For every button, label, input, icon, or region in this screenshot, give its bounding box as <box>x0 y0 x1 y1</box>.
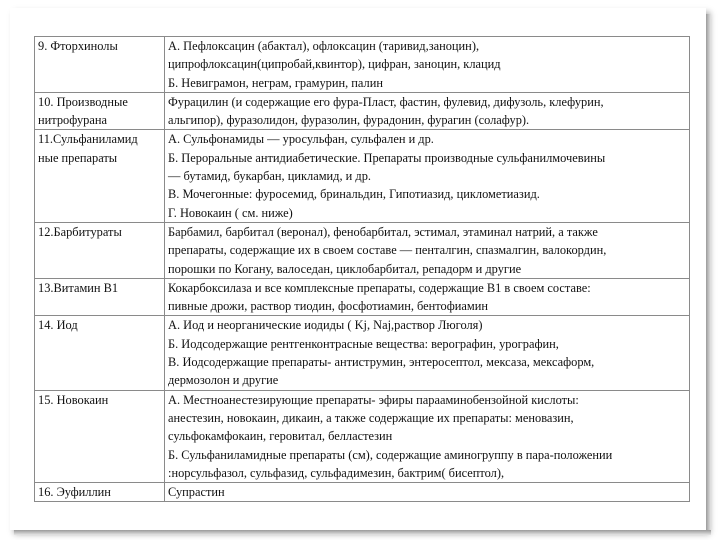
drug-group-name: ные препараты <box>38 150 118 165</box>
table-row <box>35 222 690 278</box>
drug-list-line: А. Сульфонамиды — уросульфан, сульфален и др. <box>168 132 434 147</box>
drug-groups-table-body <box>35 37 690 502</box>
drug-list-line: Г. Новокаин ( см. ниже) <box>168 205 293 220</box>
drug-group-name: 10. Производные <box>38 94 128 109</box>
drug-group-cell <box>35 390 165 482</box>
drug-group-cell <box>35 483 165 502</box>
drug-list-line: Б. Невиграмон, неграм, грамурин, палин <box>168 75 383 90</box>
drug-group-cell <box>35 130 165 222</box>
drug-list-line: альгипор), фуразолидон, фуразолин, фурадонин, фурагин (солафур). <box>168 113 530 128</box>
drug-list-line: порошки по Когану, валоседан, циклобарбитал, репадорм и другие <box>168 261 522 276</box>
drug-list-line: Фурацилин (и содержащие его фура-Пласт, фастин, фулевид, дифузоль, клефурин, <box>168 94 604 109</box>
drug-list-cell <box>165 390 690 482</box>
table-row <box>35 316 690 390</box>
frame-shadow-right <box>706 14 711 532</box>
drug-group-cell <box>35 278 165 316</box>
drug-list-line: анестезин, новокаин, дикаин, а также содержащие их препараты: меновазин, <box>168 410 574 425</box>
drug-list-line: Б. Пероральные антидиабетические. Препараты производные сульфанилмочевины <box>168 150 606 165</box>
drug-groups-table <box>34 36 690 502</box>
drug-list-line: В. Мочегонные: фуросемид, бринальдин, Гипотиазид, циклометиазид. <box>168 187 540 202</box>
drug-group-cell <box>35 92 165 130</box>
drug-list-cell <box>165 37 690 93</box>
drug-group-name: 14. Иод <box>38 318 78 333</box>
drug-group-cell <box>35 37 165 93</box>
drug-group-cell <box>35 222 165 278</box>
drug-list-cell <box>165 316 690 390</box>
drug-list-cell <box>165 92 690 130</box>
drug-group-cell <box>35 316 165 390</box>
frame-shadow-bottom <box>14 530 711 535</box>
drug-group-name: 13.Витамин В1 <box>38 280 119 295</box>
table-row <box>35 130 690 222</box>
drug-list-line: пивные дрожи, раствор тиодин, фосфотиамин, бентофиамин <box>168 299 489 314</box>
table-row <box>35 92 690 130</box>
drug-list-line: Супрастин <box>168 485 225 500</box>
drug-list-line: сульфокамфокаин, геровитал, белластезин <box>168 429 393 444</box>
drug-list-line: А. Пефлоксацин (абактал), офлоксацин (таривид,заноцин), <box>168 39 480 53</box>
drug-list-line: дермозолон и другие <box>168 373 279 388</box>
drug-group-name: 11.Сульфаниламид <box>38 132 138 147</box>
drug-list-line: Кокарбоксилаза и все комплексные препараты, содержащие В1 в своем составе: <box>168 280 591 295</box>
drug-list-line: В. Иодсодержащие препараты- антиструмин, энтеросептол, мексаза, мексаформ, <box>168 355 595 370</box>
drug-list-cell <box>165 483 690 502</box>
drug-group-name: нитрофурана <box>38 113 107 128</box>
drug-list-line: препараты, содержащие их в своем составе — пенталгин, спазмалгин, валокордин, <box>168 243 607 258</box>
table-row <box>35 278 690 316</box>
table-row <box>35 390 690 482</box>
drug-list-line: — бутамид, букарбан, цикламид, и др. <box>168 169 371 184</box>
drug-group-name: 9. Фторхинолы <box>38 39 118 53</box>
table-row <box>35 483 690 502</box>
drug-list-line: Б. Сульфаниламидные препараты (см), содержащие аминогруппу в пара-положении <box>168 447 613 462</box>
drug-list-line: Б. Иодсодержащие рентгенконтрасные вещества: верографин, урографин, <box>168 336 559 351</box>
drug-group-name: 15. Новокаин <box>38 392 109 407</box>
drug-list-cell <box>165 130 690 222</box>
drug-list-cell <box>165 222 690 278</box>
drug-group-name: 16. Эуфиллин <box>38 485 111 500</box>
drug-list-line: А. Иод и неорганические иодиды ( Kj, Naj,раствор Люголя) <box>168 318 483 333</box>
table-row <box>35 37 690 93</box>
drug-list-line: ципрофлоксацин(ципробай,квинтор), цифран, заноцин, клацид <box>168 57 501 72</box>
drug-list-cell <box>165 278 690 316</box>
drug-list-line: А. Местноанестезирующие препараты- эфиры парааминобензойной кислоты: <box>168 392 579 407</box>
drug-list-line: :норсульфазол, сульфазид, сульфадимезин, бактрим( бисептол), <box>168 465 505 480</box>
drug-list-line: Барбамил, барбитал (веронал), фенобарбитал, эстимал, этаминал натрий, а также <box>168 224 598 239</box>
drug-group-name: 12.Барбитураты <box>38 224 122 239</box>
